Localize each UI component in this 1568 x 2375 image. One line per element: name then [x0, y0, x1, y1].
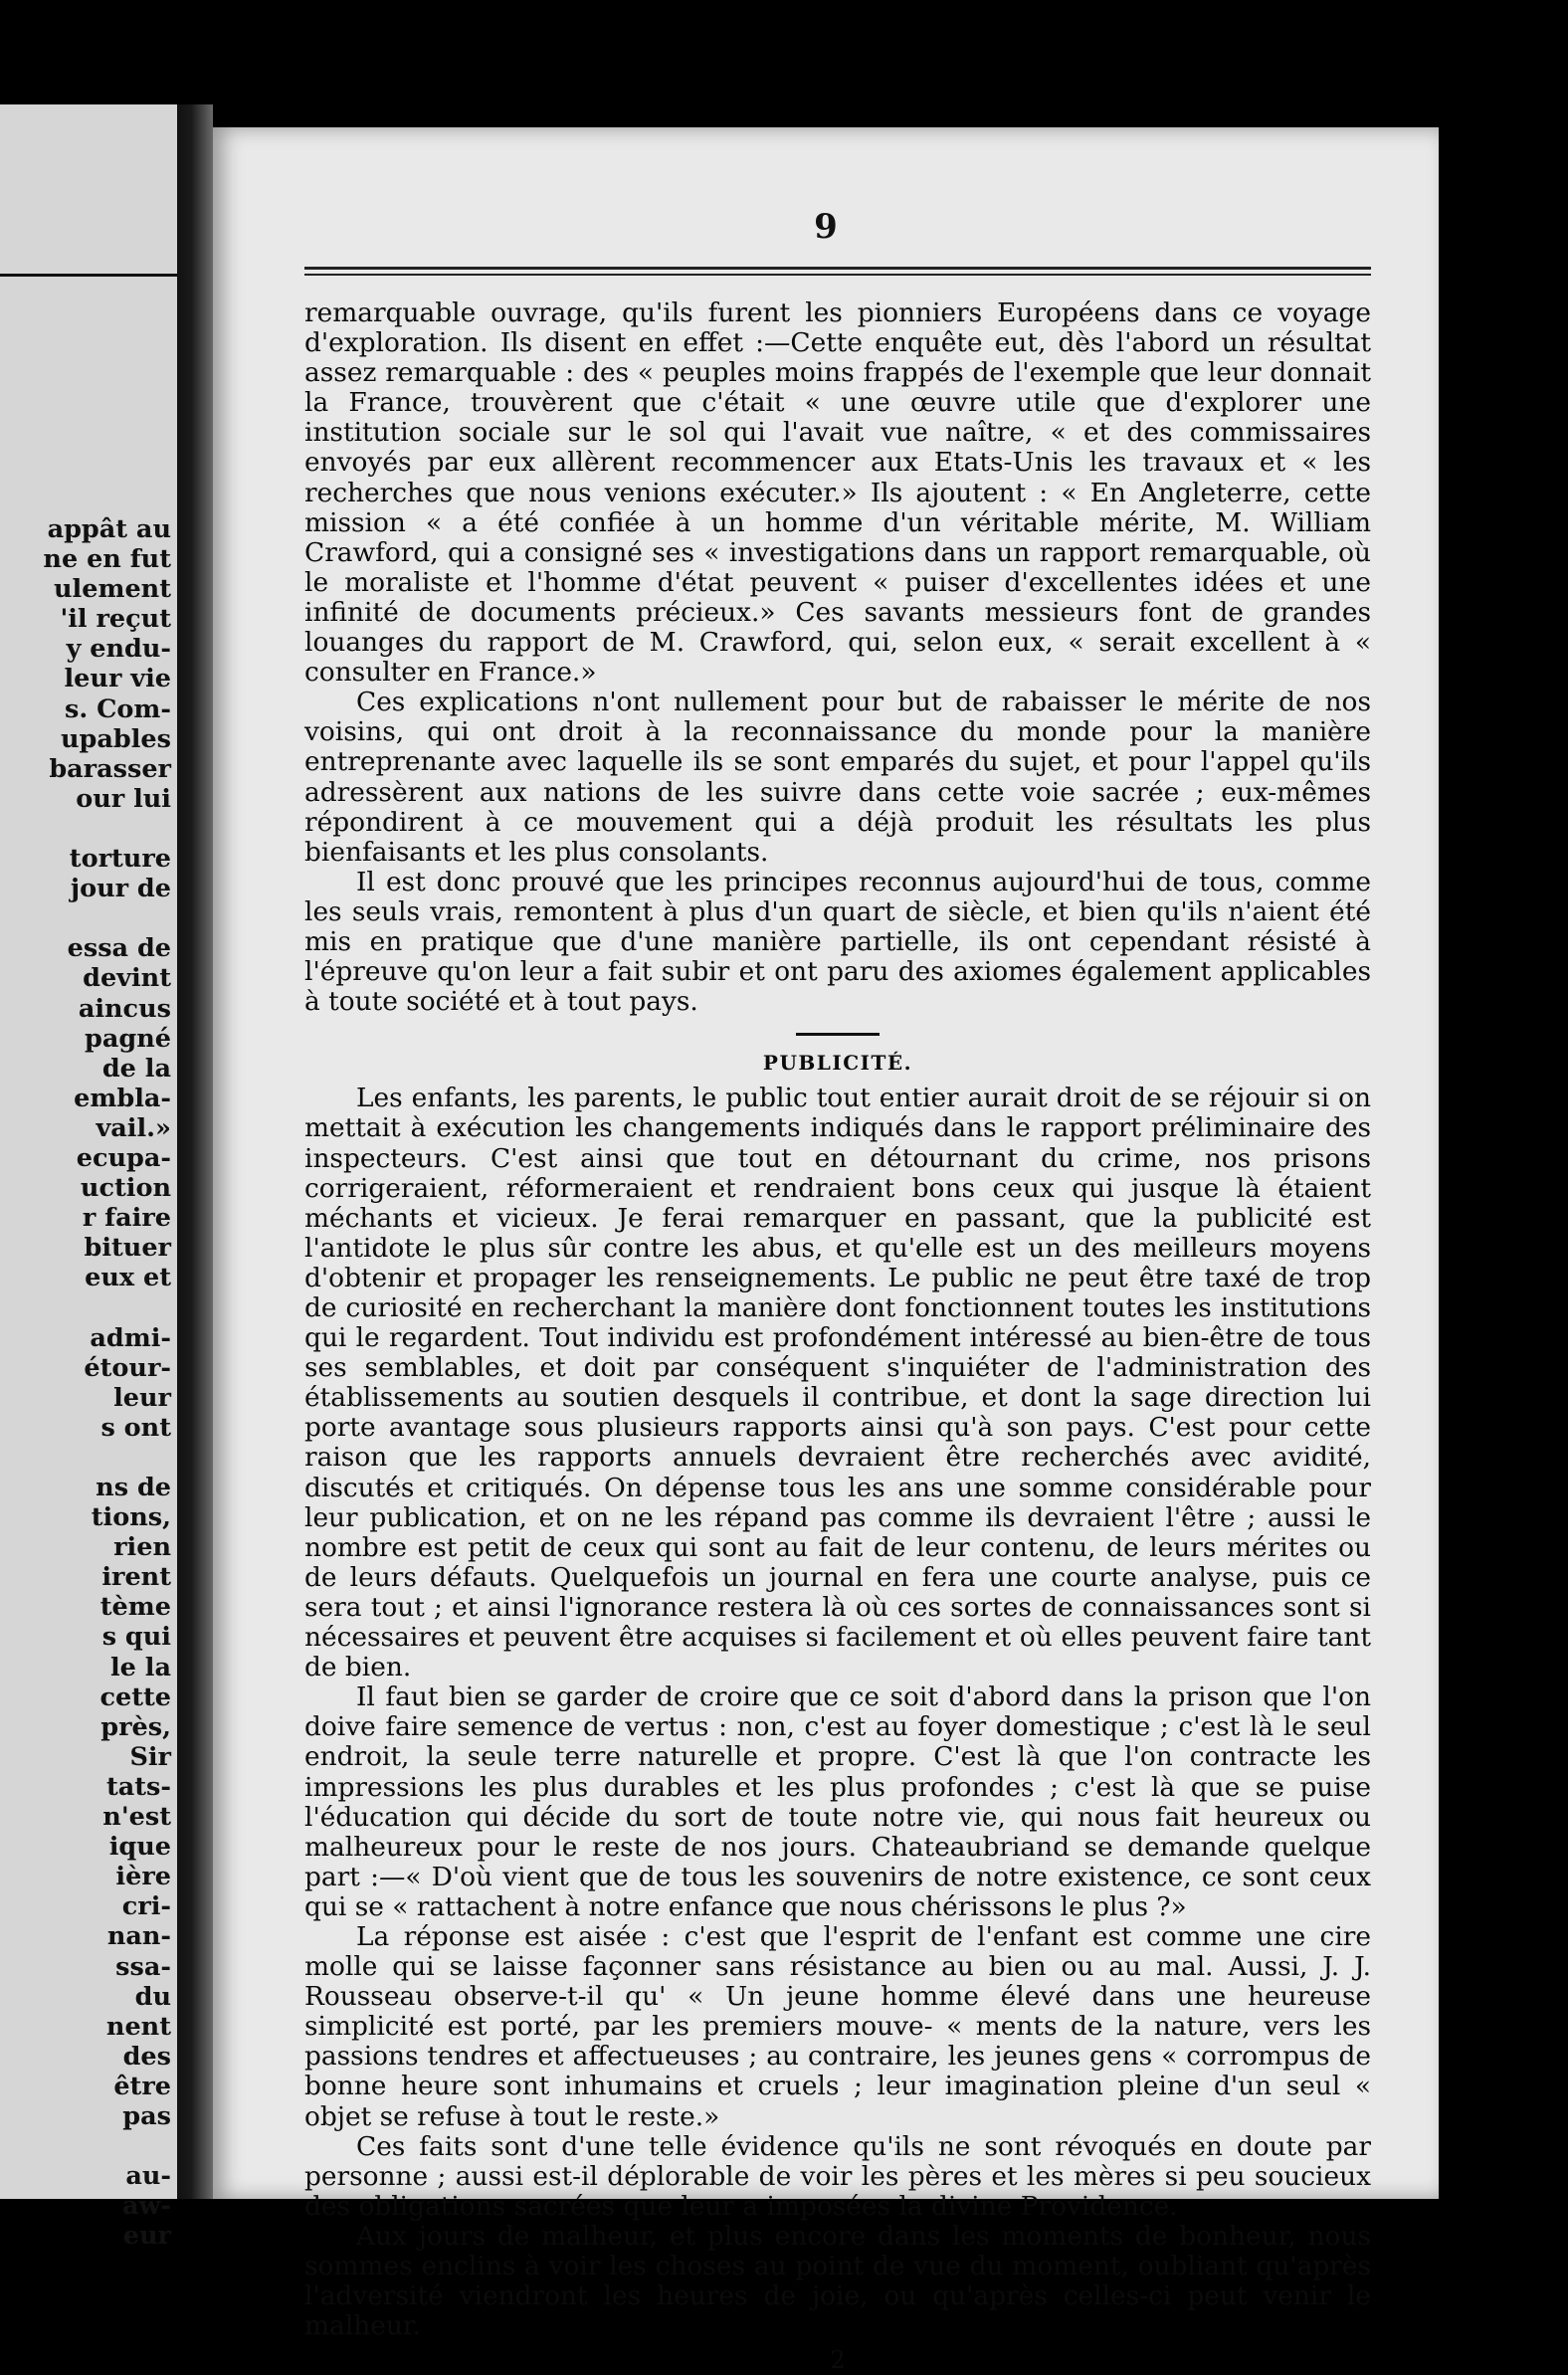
- left-page-fragment-line: leur: [113, 1382, 171, 1413]
- left-page-fragment-line: tions,: [91, 1502, 171, 1533]
- left-page-fragment-line: ns de: [96, 1473, 171, 1502]
- paragraph-enfants: Les enfants, les parents, le public tout entier aurait droit de se réjouir si on mettait à exécution les changements indiqués dans le rapport préliminaire des inspecteurs. C'est ainsi que tout en détournant du crime, nos prisons corrigeraient, réformeraient et rendraient bons ceux qui jusque là étaient méchants et vicieux. Je ferai remarquer en passant, que la publicité est l'antidote le plus sûr contre les abus, et qu'elle est un des meilleurs moyens d'obtenir et propager les renseignements. Le public ne peut être taxé de trop de curiosité en recherchant la manière dont fonctionnent toutes les institutions qui le regardent. Tout individu est profondément intéressé au bien-être de tous ses semblables, et doit par conséquent s'inquiéter de l'administration des établissements au soutien desquels il contribue, et dont la sage direction lui porte avantage sous plusieurs rapports ainsi qu'à son pays. C'est pour cette raison que les rapports annuels devraient être recherchés avec avidité, discutés et critiqués. On dépense tous les ans une somme considérable pour leur publication, et on ne les répand pas comme ils devraient l'être ; aussi le nombre est petit de ceux qui sont au fait de leur contenu, de leurs mérites ou de leurs défauts. Quelquefois un journal en fera une courte analyse, puis ce sera tout ; et ainsi l'ignorance restera là où ces sortes de connaissances sont si nécessaires et peuvent être acquises si facilement et où elles peuvent faire tant de bien.: [304, 1083, 1371, 1683]
- left-page-text-column: [0, 514, 171, 2251]
- left-page-fragment-line: ière: [115, 1862, 171, 1892]
- signature-mark: 2: [830, 2346, 846, 2375]
- left-page-fragment-line: nan-: [106, 1921, 171, 1952]
- header-double-rule: [304, 267, 1371, 276]
- left-page-fragment-line: le la: [110, 1652, 171, 1682]
- left-page-fragment-line: s. Com-: [65, 693, 171, 724]
- paragraph-evidence: Ces faits sont d'une telle évidence qu'ils ne sont révoqués en doute par personne ; aussi est-il déplorable de voir les pères et les mères si peu soucieux des obligations sacrées que leur a imposées la divine Providence.: [304, 2130, 1371, 2222]
- left-page-fragment-line: jour de: [70, 874, 171, 904]
- left-page-fragment-line: du: [134, 1981, 171, 2012]
- paragraph-vertus: Il faut bien se garder de croire que ce soit d'abord dans la prison que l'on doive faire semence de vertus : non, c'est au foyer domestique ; c'est là le seul endroit, la seule terre naturelle et propre. C'est là que l'on contracte les impressions les plus durables et les plus profondes ; c'est là que se puise l'éducation qui décide du sort de toute notre vie, qui nous fait heureux ou malheureux pour le reste de nos jours. Chateaubriand se demande quelque part :—« D'où vient que de tous les souvenirs de notre existence, ce sont ceux qui se « rattachent à notre enfance que nous chérissons le plus ?»: [304, 1682, 1371, 1922]
- left-page-fragment: [0, 104, 177, 2252]
- left-page-fragment-line: pas: [122, 2100, 171, 2131]
- left-page-fragment-line: uction: [80, 1173, 171, 1204]
- left-page-fragment-line: au-: [125, 2161, 171, 2192]
- left-page-fragment-line: ique: [108, 1832, 171, 1863]
- left-page-fragment-line: essa de: [67, 933, 171, 964]
- left-page-fragment-line: eur: [122, 2221, 171, 2252]
- left-page-fragment-line: embla-: [74, 1083, 171, 1113]
- left-page-fragment-line: ssa-: [115, 1951, 171, 1982]
- left-page-fragment-line: ecupa-: [76, 1142, 171, 1173]
- left-page-fragment-line: n'est: [102, 1802, 171, 1833]
- left-page-fragment-line: appât au: [47, 514, 171, 544]
- left-page-fragment-line: des: [122, 2041, 171, 2072]
- left-page-fragment-line: nent: [105, 2011, 171, 2042]
- left-page-fragment-line: upables: [61, 723, 171, 754]
- left-page-fragment-line: aincus: [78, 993, 171, 1024]
- body-text: [304, 298, 1371, 2375]
- left-page-fragment-line: y endu-: [66, 634, 171, 665]
- left-page-fragment-line: de la: [101, 1053, 171, 1084]
- left-page-fragment-line: [0, 1443, 171, 1473]
- left-page-fragment-line: r faire: [82, 1203, 171, 1234]
- paragraph-reponse: La réponse est aisée : c'est que l'esprit de l'enfant est comme une cire molle qui se laisse façonner sans résistance au bien ou au mal. Aussi, J. J. Rousseau observe-t-il qu' « Un jeune homme élevé dans une heureuse simplicité est porté, par les premiers mouve- « ments de la nature, vers les passions tendres et affectueuses ; au contraire, les jeunes gens « corrompus de bonne heure sont inhumains et cruels ; leur imagination pleine d'un seul « objet se refuse à tout le reste.»: [304, 1920, 1371, 2132]
- left-page-fragment-line: cri-: [121, 1891, 171, 1922]
- paragraph-explications: Ces explications n'ont nullement pour but de rabaisser le mérite de nos voisins, qui ont droit à la reconnaissance du monde pour la manière entreprenante avec laquelle ils se sont emparés du sujet, et pour l'appel qu'ils adressèrent aux nations de les suivre dans cette voie sacrée ; eux-mêmes répondirent à ce mouvement qui a déjà produit les résultats les plus bienfaisants et les plus consolants.: [304, 687, 1371, 868]
- left-page-fragment-line: barasser: [49, 753, 171, 784]
- section-title-publicite: PUBLICITÉ.: [762, 1051, 913, 1076]
- left-page-fragment-line: [0, 814, 171, 844]
- left-page-fragment-line: [0, 903, 171, 933]
- left-page-fragment-line: rien: [113, 1532, 171, 1563]
- page-number: 9: [814, 207, 838, 247]
- left-page-fragment-line: Sir: [129, 1741, 171, 1772]
- left-page-fragment-line: eux et: [85, 1263, 171, 1293]
- book-binding-shadow: [177, 104, 213, 2199]
- left-page-fragment-line: ne en fut: [43, 544, 171, 575]
- paragraph-malheur: Aux jours de malheur, et plus encore dans les moments de bonheur, nous sommes enclins à voir les choses au point de vue du moment, oubliant qu'après l'adversité viendront les heures de joie, ou qu'après celles-ci peut venir le malheur.: [304, 2220, 1371, 2342]
- left-page-fragment-line: admi-: [90, 1322, 171, 1353]
- left-page-fragment-line: étour-: [84, 1352, 171, 1383]
- left-page-fragment-line: irent: [101, 1562, 171, 1593]
- left-page-fragment-line: ulement: [54, 574, 171, 605]
- left-page-fragment-line: devint: [83, 963, 171, 994]
- document-page: [213, 127, 1439, 2375]
- left-page-fragment-line: [0, 2131, 171, 2161]
- left-page-fragment-line: s qui: [101, 1622, 171, 1653]
- left-page-fragment-line: vail.»: [96, 1112, 171, 1143]
- paragraph-principes: Il est donc prouvé que les principes reconnus aujourd'hui de tous, comme les seuls vrais, remontent à plus d'un quart de siècle, et bien qu'ils n'aient été mis en pratique que d'une manière partielle, ils ont cependant résisté à l'épreuve qu'on leur a fait subir et ont paru des axiomes également applicables à toute société et à tout pays.: [304, 866, 1371, 1018]
- intro-paragraph: remarquable ouvrage, qu'ils furent les pionniers Européens dans ce voyage d'exploration. Ils disent en effet :—Cette enquête eut, dès l'abord un résultat assez remarquable : des « peuples moins frappés de l'exemple que leur donnait la France, trouvèrent que c'était « une œuvre utile que d'explorer une institution sociale sur le sol qui l'avait vue naître, « et des commissaires envoyés par eux allèrent recommencer aux Etats-Unis les travaux et « les recherches que nous venions exécuter.» Ils ajoutent : « En Angleterre, cette mission « a été confiée à un homme d'un véritable mérite, M. William Crawford, qui a consigné ses « investigations dans un rapport remarquable, où le moraliste et l'homme d'état peuvent « puiser d'excellentes idées et une infinité de documents précieux.» Ces savants messieurs font de grandes louanges du rapport de M. Crawford, qui, selon eux, « serait excellent à « consulter en France.»: [304, 297, 1371, 689]
- left-page-fragment-line: bituer: [84, 1233, 171, 1264]
- left-page-fragment-line: aw-: [121, 2191, 171, 2222]
- left-page-fragment-line: tats-: [105, 1771, 171, 1802]
- left-page-rule: [0, 274, 177, 277]
- left-page-fragment-line: être: [113, 2071, 171, 2101]
- left-page-fragment-line: près,: [100, 1711, 171, 1742]
- left-page-fragment-line: torture: [69, 844, 171, 875]
- left-page-fragment-line: leur vie: [64, 664, 171, 694]
- left-page-fragment-line: tème: [99, 1592, 171, 1623]
- left-page-fragment-line: 'il reçut: [60, 604, 171, 635]
- left-page-fragment-line: [0, 1292, 171, 1322]
- left-page-fragment-line: pagné: [85, 1023, 171, 1054]
- left-page-fragment-line: cette: [99, 1682, 171, 1712]
- left-page-fragment-line: s ont: [100, 1412, 171, 1443]
- left-page-fragment-line: our lui: [76, 783, 171, 814]
- section-separator: [796, 1033, 880, 1036]
